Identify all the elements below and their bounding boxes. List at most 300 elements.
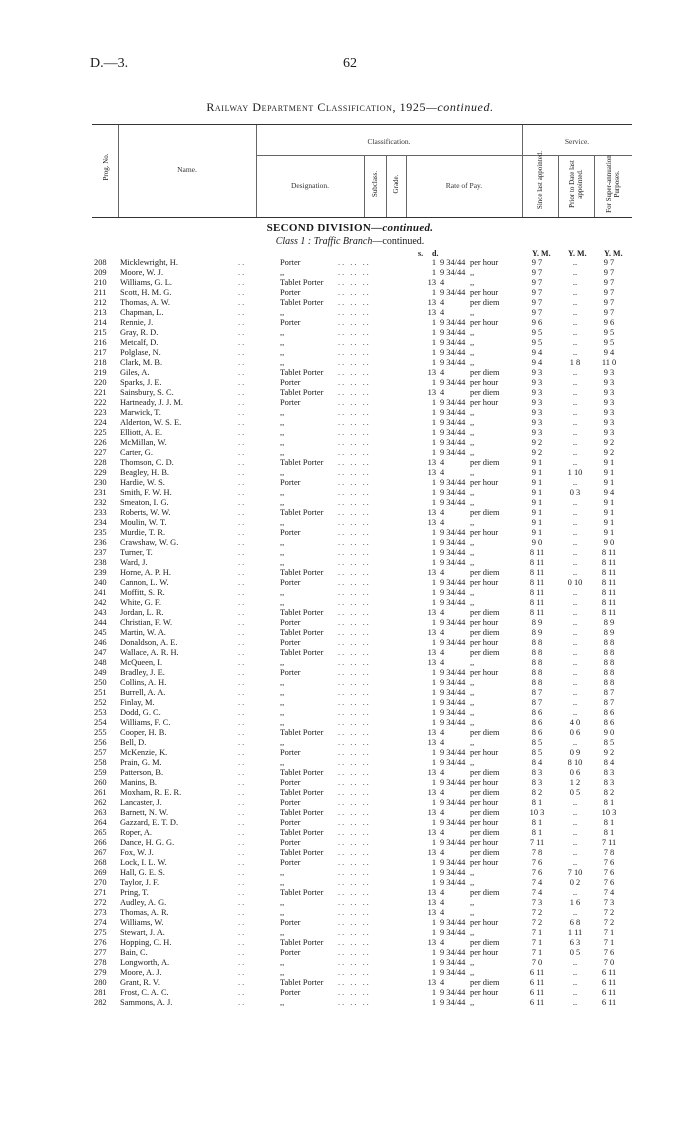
prog-no: 282 (94, 998, 107, 1007)
rate-shillings: 1 (431, 688, 436, 697)
rate-pence: 9 34/44 (440, 398, 466, 407)
designation: ,, (280, 878, 285, 887)
leader-dots: .. (238, 718, 247, 727)
rate-pence: 9 34/44 (440, 408, 466, 417)
leader-dots: .. .. .. (338, 938, 371, 947)
leader-dots: .. .. .. (338, 478, 371, 487)
service-superannuation: 8 11 (601, 608, 617, 617)
service-prior: .. (572, 848, 578, 857)
rate-of-pay (424, 538, 518, 548)
rate-pence: 4 (440, 908, 445, 917)
leader-dots: .. .. .. (338, 798, 371, 807)
rate-pence: 9 34/44 (440, 428, 466, 437)
designation: Tablet Porter (280, 298, 324, 307)
staff-name: Elliott, A. E. (120, 428, 163, 437)
header-grade: Grade. (392, 174, 400, 194)
service-superannuation: 8 8 (603, 678, 615, 687)
leader-dots: .. .. .. (338, 768, 371, 777)
service-since-last: 9 7 (531, 278, 543, 287)
prog-no: 259 (94, 768, 107, 777)
table-row (94, 698, 624, 708)
leader-dots: .. .. .. (338, 518, 371, 527)
rate-unit: ,, (470, 268, 475, 277)
rate-shillings: 13 (427, 848, 436, 857)
staff-name: Micklewright, H. (120, 258, 178, 267)
table-row (94, 778, 624, 788)
rate-pence: 9 34/44 (440, 778, 466, 787)
designation: Tablet Porter (280, 628, 324, 637)
service-prior: .. (572, 588, 578, 597)
service-superannuation: 9 3 (603, 418, 615, 427)
service-superannuation: 7 0 (603, 958, 615, 967)
designation: Tablet Porter (280, 368, 324, 377)
leader-dots: .. (238, 828, 247, 837)
designation: Porter (280, 918, 301, 927)
leader-dots: .. (238, 628, 247, 637)
division-continued: —continued. (371, 222, 434, 234)
service-superannuation: 6 11 (601, 988, 617, 997)
service-prior: .. (572, 268, 578, 277)
service-since-last: 7 3 (531, 898, 543, 907)
leader-dots: .. .. .. (338, 838, 371, 847)
table-row (94, 468, 624, 478)
rate-pence: 9 34/44 (440, 618, 466, 627)
header-divider (594, 155, 595, 217)
prog-no: 239 (94, 568, 107, 577)
service-superannuation: 9 7 (603, 278, 615, 287)
leader-dots: .. (238, 338, 247, 347)
service-since-last: 7 6 (531, 868, 543, 877)
rate-pence: 9 34/44 (440, 718, 466, 727)
rate-of-pay (424, 628, 518, 638)
service-since-last: 9 4 (531, 358, 543, 367)
rate-of-pay (424, 698, 518, 708)
service-since-last: 9 4 (531, 348, 543, 357)
service-superannuation: 7 6 (603, 868, 615, 877)
designation: Tablet Porter (280, 278, 324, 287)
leader-dots: .. .. .. (338, 888, 371, 897)
table-header (92, 124, 632, 218)
rate-pence: 9 34/44 (440, 348, 466, 357)
service-superannuation: 8 7 (603, 688, 615, 697)
designation: ,, (280, 558, 285, 567)
prog-no: 223 (94, 408, 107, 417)
designation: ,, (280, 998, 285, 1007)
rate-unit: ,, (470, 338, 475, 347)
rate-unit: ,, (470, 588, 475, 597)
rate-pence: 9 34/44 (440, 488, 466, 497)
rate-unit: per diem (470, 768, 500, 777)
service-prior: 1 8 (569, 358, 581, 367)
header-service: Service. (564, 137, 590, 146)
rate-shillings: 1 (431, 868, 436, 877)
rate-shillings: 1 (431, 528, 436, 537)
prog-no: 219 (94, 368, 107, 377)
rate-of-pay (424, 708, 518, 718)
table-row (94, 438, 624, 448)
rate-pence: 9 34/44 (440, 318, 466, 327)
rate-shillings: 1 (431, 558, 436, 567)
leader-dots: .. (238, 798, 247, 807)
service-since-last: 9 1 (531, 478, 543, 487)
rate-unit: ,, (470, 868, 475, 877)
rate-shillings: 13 (427, 368, 436, 377)
leader-dots: .. .. .. (338, 848, 371, 857)
rate-pence: 9 34/44 (440, 288, 466, 297)
rate-shillings: 13 (427, 978, 436, 987)
leader-dots: .. (238, 518, 247, 527)
rate-of-pay (424, 948, 518, 958)
leader-dots: .. (238, 868, 247, 877)
rate-shillings: 13 (427, 508, 436, 517)
rate-unit: ,, (470, 348, 475, 357)
leader-dots: .. (238, 928, 247, 937)
rate-pence: 9 34/44 (440, 818, 466, 827)
service-prior: 0 2 (569, 878, 581, 887)
table-row (94, 648, 624, 658)
service-superannuation: 7 1 (603, 938, 615, 947)
leader-dots: .. .. .. (338, 958, 371, 967)
rate-shillings: 13 (427, 938, 436, 947)
table-row (94, 548, 624, 558)
rate-of-pay (424, 258, 518, 268)
leader-dots: .. (238, 768, 247, 777)
header-prog-no: Prog. No. (102, 153, 110, 181)
service-since-last: 9 3 (531, 398, 543, 407)
table-row (94, 308, 624, 318)
service-superannuation: 9 5 (603, 338, 615, 347)
service-prior: 0 10 (567, 578, 583, 587)
table-row (94, 748, 624, 758)
leader-dots: .. (238, 588, 247, 597)
leader-dots: .. (238, 878, 247, 887)
rate-shillings: 13 (427, 888, 436, 897)
designation: ,, (280, 688, 285, 697)
prog-no: 211 (94, 288, 107, 297)
staff-name: Giles, A. (120, 368, 150, 377)
rate-shillings: 13 (427, 908, 436, 917)
service-superannuation: 9 3 (603, 368, 615, 377)
service-superannuation: 8 1 (603, 828, 615, 837)
service-superannuation: 9 7 (603, 298, 615, 307)
table-row (94, 958, 624, 968)
table-row (94, 318, 624, 328)
table-row (94, 828, 624, 838)
staff-name: Moffitt, S. R. (120, 588, 165, 597)
service-superannuation: 9 2 (603, 748, 615, 757)
rate-shillings: 1 (431, 318, 436, 327)
rate-pence: 9 34/44 (440, 268, 466, 277)
service-prior: .. (572, 618, 578, 627)
staff-name: Bradley, J. E. (120, 668, 165, 677)
designation: ,, (280, 348, 285, 357)
staff-name: Hopping, C. H. (120, 938, 172, 947)
rate-pence: 9 34/44 (440, 868, 466, 877)
prog-no: 253 (94, 708, 107, 717)
service-since-last: 9 2 (531, 438, 543, 447)
service-since-last: 9 7 (531, 298, 543, 307)
leader-dots: .. (238, 468, 247, 477)
service-since-last: 9 1 (531, 468, 543, 477)
designation: Porter (280, 398, 301, 407)
leader-dots: .. (238, 638, 247, 647)
leader-dots: .. (238, 418, 247, 427)
rate-of-pay (424, 378, 518, 388)
staff-name: Horne, A. P. H. (120, 568, 171, 577)
table-row (94, 678, 624, 688)
rate-unit: per hour (470, 398, 499, 407)
service-superannuation: 8 9 (603, 628, 615, 637)
leader-dots: .. (238, 288, 247, 297)
prog-no: 267 (94, 848, 107, 857)
staff-name: McKenzie, K. (120, 748, 168, 757)
prog-no: 226 (94, 438, 107, 447)
table-row (94, 478, 624, 488)
service-since-last: 9 6 (531, 318, 543, 327)
rate-of-pay (424, 558, 518, 568)
service-prior: 6 3 (569, 938, 581, 947)
table-row (94, 868, 624, 878)
service-prior: .. (572, 678, 578, 687)
service-since-last: 9 3 (531, 378, 543, 387)
rate-of-pay (424, 448, 518, 458)
service-since-last: 9 1 (531, 488, 543, 497)
service-prior: .. (572, 738, 578, 747)
service-prior: .. (572, 278, 578, 287)
designation: Tablet Porter (280, 938, 324, 947)
prog-no: 234 (94, 518, 107, 527)
service-superannuation: 7 1 (603, 928, 615, 937)
service-prior: .. (572, 688, 578, 697)
rate-unit: ,, (470, 328, 475, 337)
service-superannuation: 8 11 (601, 588, 617, 597)
service-superannuation: 9 1 (603, 498, 615, 507)
service-since-last: 9 2 (531, 448, 543, 457)
leader-dots: .. .. .. (338, 758, 371, 767)
leader-dots: .. (238, 318, 247, 327)
leader-dots: .. .. .. (338, 928, 371, 937)
service-prior: 0 9 (569, 748, 581, 757)
rate-of-pay (424, 998, 518, 1008)
prog-no: 235 (94, 528, 107, 537)
rate-of-pay (424, 878, 518, 888)
table-row (94, 858, 624, 868)
header-rate: Rate of Pay. (445, 181, 483, 190)
designation: ,, (280, 588, 285, 597)
table-row (94, 728, 624, 738)
rate-of-pay (424, 368, 518, 378)
service-prior: .. (572, 888, 578, 897)
service-superannuation: 8 11 (601, 568, 617, 577)
rate-pence: 4 (440, 508, 445, 517)
staff-name: Burrell, A. A. (120, 688, 166, 697)
designation: ,, (280, 438, 285, 447)
leader-dots: .. (238, 948, 247, 957)
service-since-last: 8 2 (531, 788, 543, 797)
rate-shillings: 1 (431, 598, 436, 607)
rate-shillings: 1 (431, 698, 436, 707)
rate-unit: per diem (470, 388, 500, 397)
leader-dots: .. (238, 978, 247, 987)
leader-dots: .. .. .. (338, 308, 371, 317)
service-prior: .. (572, 568, 578, 577)
service-since-last: 7 1 (531, 928, 543, 937)
service-prior: .. (572, 288, 578, 297)
division-title: SECOND DIVISION (266, 222, 372, 234)
rate-of-pay (424, 408, 518, 418)
rate-of-pay (424, 488, 518, 498)
designation: Porter (280, 798, 301, 807)
staff-name: Rennie, J. (120, 318, 154, 327)
service-since-last: 9 3 (531, 418, 543, 427)
rate-pence: 4 (440, 468, 445, 477)
designation: ,, (280, 498, 285, 507)
leader-dots: .. (238, 998, 247, 1007)
rate-pence: 9 34/44 (440, 858, 466, 867)
service-superannuation: 9 7 (603, 288, 615, 297)
leader-dots: .. (238, 448, 247, 457)
leader-dots: .. .. .. (338, 648, 371, 657)
rate-shillings: 1 (431, 988, 436, 997)
service-superannuation: 11 0 (601, 358, 617, 367)
leader-dots: .. (238, 508, 247, 517)
rate-of-pay (424, 778, 518, 788)
rate-of-pay (424, 838, 518, 848)
rate-unit: per diem (470, 828, 500, 837)
rate-pence: 9 34/44 (440, 918, 466, 927)
prog-no: 220 (94, 378, 107, 387)
leader-dots: .. .. .. (338, 988, 371, 997)
leader-dots: .. (238, 568, 247, 577)
service-prior: .. (572, 698, 578, 707)
table-row (94, 528, 624, 538)
service-superannuation: 7 6 (603, 948, 615, 957)
rate-of-pay (424, 598, 518, 608)
prog-no: 236 (94, 538, 107, 547)
service-prior: .. (572, 808, 578, 817)
service-prior: .. (572, 638, 578, 647)
designation: Porter (280, 858, 301, 867)
prog-no: 265 (94, 828, 107, 837)
service-since-last: 7 0 (531, 958, 543, 967)
service-since-last: 8 3 (531, 768, 543, 777)
service-prior: .. (572, 298, 578, 307)
designation: ,, (280, 408, 285, 417)
leader-dots: .. .. .. (338, 388, 371, 397)
leader-dots: .. .. .. (338, 818, 371, 827)
prog-no: 208 (94, 258, 107, 267)
service-superannuation: 9 3 (603, 408, 615, 417)
header-since-last: Since last appointed. (536, 150, 544, 210)
leader-dots: .. (238, 298, 247, 307)
prog-no: 280 (94, 978, 107, 987)
designation: Tablet Porter (280, 978, 324, 987)
rate-unit: per diem (470, 608, 500, 617)
rate-of-pay (424, 338, 518, 348)
leader-dots: .. .. .. (338, 338, 371, 347)
rate-of-pay (424, 918, 518, 928)
rate-unit: ,, (470, 278, 475, 287)
leader-dots: .. (238, 558, 247, 567)
header-name: Name. (177, 165, 197, 174)
service-prior: 4 0 (569, 718, 581, 727)
rate-unit: per hour (470, 838, 499, 847)
leader-dots: .. (238, 478, 247, 487)
header-classification: Classification. (367, 137, 411, 146)
rate-of-pay (424, 768, 518, 778)
service-superannuation: 10 3 (601, 808, 617, 817)
prog-no: 230 (94, 478, 107, 487)
leader-dots: .. (238, 438, 247, 447)
rate-shillings: 13 (427, 808, 436, 817)
leader-dots: .. .. .. (338, 718, 371, 727)
service-superannuation: 9 3 (603, 388, 615, 397)
leader-dots: .. (238, 348, 247, 357)
rate-of-pay (424, 898, 518, 908)
designation: Porter (280, 318, 301, 327)
staff-name: Donaldson, A. E. (120, 638, 178, 647)
staff-name: Beagley, H. B. (120, 468, 169, 477)
prog-no: 216 (94, 338, 107, 347)
prog-no: 269 (94, 868, 107, 877)
rate-pence: 9 34/44 (440, 418, 466, 427)
service-since-last: 9 3 (531, 428, 543, 437)
rate-shillings: 1 (431, 398, 436, 407)
service-since-last: 8 7 (531, 698, 543, 707)
rate-shillings: 1 (431, 838, 436, 847)
rate-unit: per hour (470, 478, 499, 487)
rate-pence: 9 34/44 (440, 758, 466, 767)
rate-pence: 9 34/44 (440, 688, 466, 697)
rate-shillings: 13 (427, 768, 436, 777)
leader-dots: .. (238, 388, 247, 397)
prog-no: 228 (94, 458, 107, 467)
leader-dots: .. .. .. (338, 668, 371, 677)
rate-pence: 9 34/44 (440, 448, 466, 457)
service-since-last: 8 8 (531, 658, 543, 667)
rate-pence: 4 (440, 518, 445, 527)
rate-pence: 9 34/44 (440, 988, 466, 997)
rate-pence: 9 34/44 (440, 678, 466, 687)
service-since-last: 7 11 (529, 838, 545, 847)
leader-dots: .. .. .. (338, 868, 371, 877)
leader-dots: .. (238, 538, 247, 547)
service-since-last: 7 2 (531, 908, 543, 917)
table-row (94, 948, 624, 958)
leader-dots: .. .. .. (338, 288, 371, 297)
leader-dots: .. (238, 668, 247, 677)
leader-dots: .. .. .. (338, 598, 371, 607)
rate-unit: ,, (470, 878, 475, 887)
staff-name: Williams, W. (120, 918, 164, 927)
staff-name: Smith, F. W. H. (120, 488, 172, 497)
leader-dots: .. (238, 818, 247, 827)
rate-pence: 9 34/44 (440, 358, 466, 367)
service-since-last: 8 11 (529, 608, 545, 617)
designation: ,, (280, 928, 285, 937)
leader-dots: .. .. .. (338, 498, 371, 507)
prog-no: 266 (94, 838, 107, 847)
prog-no: 278 (94, 958, 107, 967)
staff-name: Hartneady, J. J. M. (120, 398, 183, 407)
staff-name: Patterson, B. (120, 768, 164, 777)
service-since-last: 9 0 (531, 538, 543, 547)
rate-pence: 9 34/44 (440, 598, 466, 607)
rate-of-pay (424, 668, 518, 678)
service-prior: .. (572, 508, 578, 517)
service-prior: .. (572, 388, 578, 397)
leader-dots: .. (238, 578, 247, 587)
